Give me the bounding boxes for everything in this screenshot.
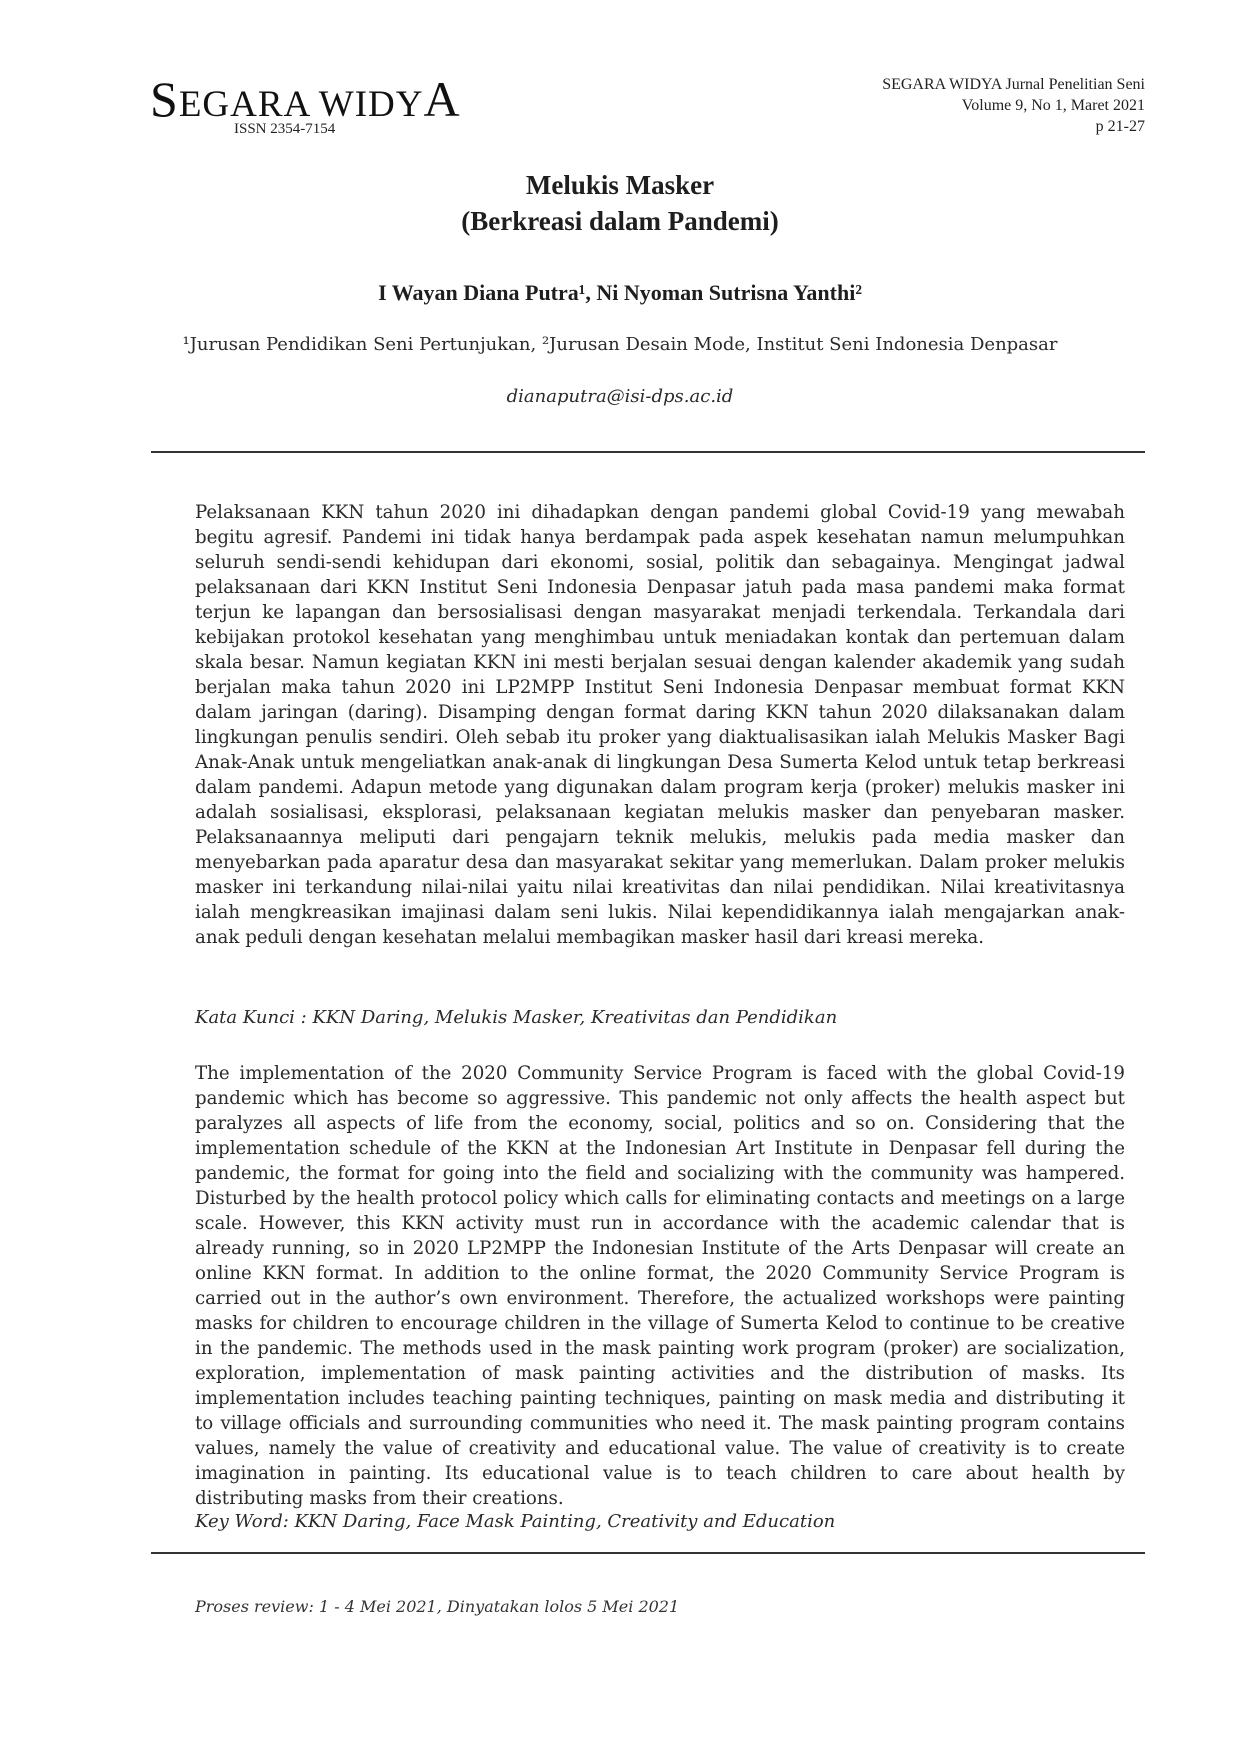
affiliation: ¹Jurusan Pendidikan Seni Pertunjukan, ²Jurusan Desain Mode, Institut Seni Indonesia Denpasar [182, 334, 1058, 355]
header-divider [151, 451, 1145, 453]
logo-wordmark: SEGARA WIDYA [150, 71, 461, 127]
abstract-english: The implementation of the 2020 Community Service Program is faced with the global Covid-19 pandemic which has become so aggressive. This pandemic not only affects the health aspect but paralyzes all aspects of life from the economy, social, politics and so on. Considering that the implementation schedule of the KKN at the Indonesian Art Institute in Denpasar fell during the pandemic, the format for going into the field and socializing with the community was hampered. Disturbed by the health protocol policy which calls for eliminating contacts and meetings on a large scale. However, this KKN activity must run in accordance with the academic calendar that is already running, so in 2020 LP2MPP the Indonesian Institute of the Arts Denpasar will create an online KKN format. In addition to the online format, the 2020 Community Service Program is carried out in the author’s own environment. Therefore, the actualized workshops were painting masks for children to encourage children in the village of Sumerta Kelod to continue to be creative in the pandemic. The methods used in the mask painting work program (proker) are socialization, exploration, implementation of mask painting activities and the distribution of masks. Its implementation includes teaching painting techniques, painting on mask media and distributing it to village officials and surrounding communities who need it. The mask painting program contains values, namely the value of creativity and educational value. The value of creativity is to create imagination in painting. Its educational value is to teach children to care about health by distributing masks from their creations. [195, 1063, 1125, 1509]
review-note: Proses review: 1 - 4 Mei 2021, Dinyatakan lolos 5 Mei 2021 [195, 1597, 680, 1616]
journal-info [882, 74, 1145, 137]
title-line-1: Melukis Masker [525, 170, 715, 200]
journal-logo [150, 71, 480, 138]
footer-divider [151, 1552, 1145, 1554]
title-line-2: (Berkreasi dalam Pandemi) [461, 206, 779, 236]
article-title [0, 167, 1240, 239]
authors: I Wayan Diana Putra¹, Ni Nyoman Sutrisna Yanthi² [378, 280, 862, 305]
journal-volume: Volume 9, No 1, Maret 2021 [961, 97, 1145, 114]
journal-name: SEGARA WIDYA Jurnal Penelitian Seni [882, 76, 1145, 93]
keywords-english: Key Word: KKN Daring, Face Mask Painting, Creativity and Education [195, 1511, 836, 1532]
issn: ISSN 2354-7154 [234, 121, 336, 137]
journal-pages: p 21-27 [1095, 118, 1145, 135]
keywords-indonesian: Kata Kunci : KKN Daring, Melukis Masker, Kreativitas dan Pendidikan [195, 1007, 838, 1028]
abstract-indonesian: Pelaksanaan KKN tahun 2020 ini dihadapkan dengan pandemi global Covid-19 yang mewabah begitu agresif. Pandemi ini tidak hanya berdampak pada aspek kesehatan namun melumpuhkan seluruh sendi-sendi kehidupan dari ekonomi, sosial, politik dan sebagainya. Mengingat jadwal pelaksanaan dari KKN Institut Seni Indonesia Denpasar jatuh pada masa pandemi maka format terjun ke lapangan dan bersosialisasi dengan masyarakat menjadi terkendala. Terkandala dari kebijakan protokol kesehatan yang menghimbau untuk meniadakan kontak dan pertemuan dalam skala besar. Namun kegiatan KKN ini mesti berjalan sesuai dengan kalender akademik yang sudah berjalan maka tahun 2020 ini LP2MPP Institut Seni Indonesia Denpasar membuat format KKN dalam jaringan (daring). Disamping dengan format daring KKN tahun 2020 dilaksanakan dalam lingkungan penulis sendiri. Oleh sebab itu proker yang diaktualisasikan ialah Melukis Masker Bagi Anak-Anak untuk mengeliatkan anak-anak di lingkungan Desa Sumerta Kelod untuk tetap berkreasi dalam pandemi. Adapun metode yang digunakan dalam program kerja (proker) melukis masker ini adalah sosialisasi, eksplorasi, pelaksanaan kegiatan melukis masker dan penyebaran masker. Pelaksanaannya meliputi dari pengajarn teknik melukis, melukis pada media masker dan menyebarkan pada aparatur desa dan masyarakat sekitar yang memerlukan. Dalam proker melukis masker ini terkandung nilai-nilai yaitu nilai kreativitas dan nilai pendidikan. Nilai kreativitasnya ialah mengkreasikan imajinasi dalam seni lukis. Nilai kependidikannya ialah mengajarkan anak-anak peduli dengan kesehatan melalui membagikan masker hasil dari kreasi mereka. [195, 502, 1125, 948]
author-email: dianaputra@isi-dps.ac.id [506, 386, 734, 407]
